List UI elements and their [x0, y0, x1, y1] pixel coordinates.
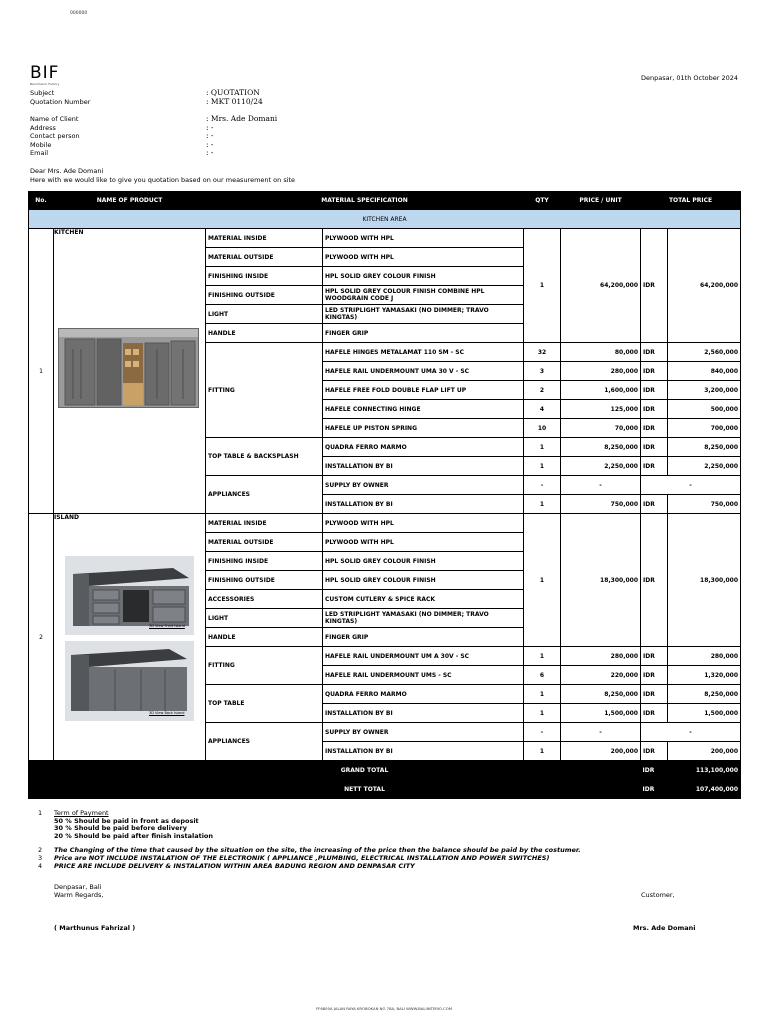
unit-price: 8,250,000 [561, 685, 641, 704]
spec-value: CUSTOM CUTLERY & SPICE RACK [323, 590, 524, 609]
currency: IDR [641, 495, 668, 514]
spec-value: HAFELE UP PISTON SPRING [323, 419, 524, 438]
client-value: : - [206, 131, 214, 140]
island-front-render-image [65, 556, 194, 635]
logo-tagline: Bali Interior Factory [30, 82, 60, 86]
total-price: 3,200,000 [668, 381, 741, 400]
spec-value: HAFELE RAIL UNDERMOUNT UM A 30V - SC [323, 647, 524, 666]
sign-place: Denpasar, Bali [54, 883, 102, 891]
spec-label: APPLIANCES [206, 723, 323, 761]
quotation-meta [30, 89, 330, 106]
product-cell [54, 514, 206, 761]
qty: 1 [524, 685, 561, 704]
grand-total-currency: IDR [641, 761, 668, 780]
sign-regards: Warm Regards, [54, 891, 104, 899]
spec-label: TOP TABLE & BACKSPLASH [206, 438, 323, 476]
total-price: 8,250,000 [668, 685, 741, 704]
unit-price: 750,000 [561, 495, 641, 514]
spec-value: HAFELE FREE FOLD DOUBLE FLAP LIFT UP [323, 381, 524, 400]
greeting: Dear Mrs. Ade Domani [30, 167, 104, 175]
currency: IDR [641, 419, 668, 438]
term-line: 20 % Should be paid after finish instalation [54, 831, 214, 840]
spec-value: INSTALLATION BY BI [323, 742, 524, 761]
total-price: 700,000 [668, 419, 741, 438]
total-price: 500,000 [668, 400, 741, 419]
client-label: Address [30, 123, 56, 132]
spec-label: HANDLE [206, 628, 323, 647]
spec-value: SUPPLY BY OWNER [323, 476, 524, 495]
spec-label: TOP TABLE [206, 685, 323, 723]
currency: IDR [641, 514, 668, 647]
spec-label: FITTING [206, 647, 323, 685]
qty: 32 [524, 343, 561, 362]
unit-price: 2,250,000 [561, 457, 641, 476]
total-price: 18,300,000 [668, 514, 741, 647]
spec-label: MATERIAL INSIDE [206, 229, 323, 248]
client-label: Mobile [30, 140, 52, 149]
signature-left [54, 883, 103, 899]
spec-value: LED STRIPLIGHT YAMASAKI (NO DIMMER; TRAVO KINGTAS) [323, 305, 524, 324]
signature-right: Customer, [641, 891, 675, 899]
spec-value: QUADRA FERRO MARMO [323, 438, 524, 457]
spec-label: FINISHING OUTSIDE [206, 571, 323, 590]
total-price: 750,000 [668, 495, 741, 514]
unit-price: 125,000 [561, 400, 641, 419]
unit-price: 70,000 [561, 419, 641, 438]
qty: 1 [524, 438, 561, 457]
item-number: 1 [29, 229, 54, 514]
term-note: The Changing of the time that caused by the situation on the site, the increasing of the price then the balance should be paid by the costumer. [54, 846, 581, 855]
table-header [29, 192, 741, 210]
term-title: Term of Payment [54, 809, 109, 817]
item-number: 2 [29, 514, 54, 761]
total-price: 1,500,000 [668, 704, 741, 723]
customer-name: Mrs. Ade Domani [633, 924, 696, 932]
signatory-name: ( Marthunus Fahrizal ) [54, 924, 136, 932]
company-logo [30, 63, 70, 86]
currency: IDR [641, 229, 668, 343]
spec-value: HAFELE RAIL UNDERMOUNT UMA 30 V - SC [323, 362, 524, 381]
spec-value: HPL SOLID GREY COLOUR FINISH [323, 552, 524, 571]
spec-value: PLYWOOD WITH HPL [323, 514, 524, 533]
term-line: 50 % Should be paid in front as deposit [54, 816, 199, 825]
header-unit: PRICE / UNIT [561, 192, 641, 210]
total-price: 840,000 [668, 362, 741, 381]
qty: 3 [524, 362, 561, 381]
meta-label: Quotation Number [30, 97, 91, 106]
currency: IDR [641, 438, 668, 457]
spec-label: MATERIAL OUTSIDE [206, 248, 323, 267]
qty: 1 [524, 457, 561, 476]
unit-price: 80,000 [561, 343, 641, 362]
currency: IDR [641, 704, 668, 723]
term-note: PRICE ARE INCLUDE DELIVERY & INSTALATION WITHIN AREA BADUNG REGION AND DENPASAR CITY [54, 861, 415, 870]
document-code: 000000 [70, 11, 88, 16]
spec-label: LIGHT [206, 305, 323, 324]
client-value: : - [206, 139, 214, 149]
spec-value: FINGER GRIP [323, 628, 524, 647]
term-note: Price are NOT INCLUDE INSTALATION OF THE ELECTRONIK ( APPLIANCE ,PLUMBING, ELECTRICAL INSTALLATION AND POWER SWITCHES) [54, 853, 550, 862]
spec-value: PLYWOOD WITH HPL [323, 248, 524, 267]
grand-total-label: GRAND TOTAL [206, 761, 524, 780]
nett-total-label: NETT TOTAL [206, 780, 524, 799]
spec-value: PLYWOOD WITH HPL [323, 229, 524, 248]
table-row [29, 229, 741, 248]
spec-label: FINISHING INSIDE [206, 267, 323, 286]
client-label: Contact person [30, 132, 80, 140]
unit-price: - [561, 723, 641, 742]
total-price: - [641, 476, 741, 495]
terms-section [38, 810, 738, 870]
total-price: 2,560,000 [668, 343, 741, 362]
total-price: 64,200,000 [668, 229, 741, 343]
grand-total-value: 113,100,000 [668, 761, 741, 780]
product-name: KITCHEN [54, 229, 84, 236]
term-number: 1 [38, 809, 43, 817]
qty: 1 [524, 229, 561, 343]
unit-price: 280,000 [561, 647, 641, 666]
spec-value: INSTALLATION BY BI [323, 457, 524, 476]
spec-label: ACCESSORIES [206, 590, 323, 609]
letter-intro [30, 167, 295, 184]
page-footer: FF6800A JALAN RAYA KROBOKAN NO 78A, BALI WWW.BALIINTERIO.COM [315, 1006, 453, 1011]
currency: IDR [641, 647, 668, 666]
logo-wordmark: BIF [30, 63, 60, 83]
unit-price: 200,000 [561, 742, 641, 761]
meta-value: : MKT 0110/24 [206, 96, 263, 106]
spec-value: HPL SOLID GREY COLOUR FINISH COMBINE HPL WOODGRAIN CODE J [323, 286, 524, 305]
term-line: 30 % Should be paid before delivery [54, 824, 187, 833]
document-date: Denpasar, 01th October 2024 [641, 74, 739, 82]
spec-value: PLYWOOD WITH HPL [323, 533, 524, 552]
qty: 4 [524, 400, 561, 419]
spec-value: INSTALLATION BY BI [323, 495, 524, 514]
total-price: 2,250,000 [668, 457, 741, 476]
island-back-render-image [65, 641, 194, 721]
spec-label: FINISHING INSIDE [206, 552, 323, 571]
total-price: 200,000 [668, 742, 741, 761]
currency: IDR [641, 666, 668, 685]
unit-price: 280,000 [561, 362, 641, 381]
client-value: : - [206, 122, 214, 132]
header-product: NAME OF PRODUCT [54, 192, 206, 210]
spec-label: FINISHING OUTSIDE [206, 286, 323, 305]
spec-label: FITTING [206, 343, 323, 438]
table-row [29, 514, 741, 533]
qty: 6 [524, 666, 561, 685]
qty: 1 [524, 514, 561, 647]
spec-value: HAFELE HINGES METALAMAT 110 SM - SC [323, 343, 524, 362]
unit-price: 64,200,000 [561, 229, 641, 343]
currency: IDR [641, 457, 668, 476]
spec-label: MATERIAL INSIDE [206, 514, 323, 533]
spec-value: HAFELE CONNECTING HINGE [323, 400, 524, 419]
currency: IDR [641, 362, 668, 381]
header-no: No. [29, 192, 54, 210]
qty: 2 [524, 381, 561, 400]
client-value: : Mrs. Ade Domani [206, 114, 278, 123]
kitchen-render-image [58, 328, 199, 408]
currency: IDR [641, 400, 668, 419]
header-total: TOTAL PRICE [641, 192, 741, 210]
unit-price: 1,500,000 [561, 704, 641, 723]
currency: IDR [641, 343, 668, 362]
total-price: - [641, 723, 741, 742]
term-number: 4 [38, 861, 43, 870]
unit-price: 1,600,000 [561, 381, 641, 400]
unit-price: 18,300,000 [561, 514, 641, 647]
qty: 1 [524, 647, 561, 666]
unit-price: 8,250,000 [561, 438, 641, 457]
spec-label: LIGHT [206, 609, 323, 628]
header-spec: MATERIAL SPECIFICATION [206, 192, 524, 210]
spec-value: SUPPLY BY OWNER [323, 723, 524, 742]
client-value: : - [206, 148, 214, 157]
client-info [30, 115, 330, 158]
client-label: Name of Client [30, 115, 79, 123]
qty: 1 [524, 704, 561, 723]
spec-value: HAFELE RAIL UNDERMOUNT UMS - SC [323, 666, 524, 685]
unit-price: 220,000 [561, 666, 641, 685]
spec-value: INSTALLATION BY BI [323, 704, 524, 723]
total-price: 1,320,000 [668, 666, 741, 685]
qty: 1 [524, 742, 561, 761]
nett-total-value: 107,400,000 [668, 780, 741, 799]
intro-text: Here with we would like to give you quotation based on our measurement on site [30, 175, 296, 184]
spec-value: FINGER GRIP [323, 324, 524, 343]
spec-value: LED STRIPLIGHT YAMASAKI (NO DIMMER; TRAVO KINGTAS) [323, 609, 524, 628]
spec-label: MATERIAL OUTSIDE [206, 533, 323, 552]
nett-total-row [29, 780, 741, 799]
unit-price: - [561, 476, 641, 495]
qty: - [524, 476, 561, 495]
island-front-caption: 3D View Front Island [149, 624, 185, 628]
spec-label: HANDLE [206, 324, 323, 343]
grand-total-row [29, 761, 741, 780]
spec-label: APPLIANCES [206, 476, 323, 514]
header-qty: QTY [524, 192, 561, 210]
spec-value: QUADRA FERRO MARMO [323, 685, 524, 704]
meta-value: : QUOTATION [206, 88, 260, 97]
qty: - [524, 723, 561, 742]
qty: 10 [524, 419, 561, 438]
nett-total-currency: IDR [641, 780, 668, 799]
island-back-caption: 3D View Back Island [149, 711, 185, 715]
currency: IDR [641, 685, 668, 704]
currency: IDR [641, 381, 668, 400]
client-label: Email [30, 149, 49, 157]
spec-value: HPL SOLID GREY COLOUR FINISH [323, 267, 524, 286]
currency: IDR [641, 742, 668, 761]
meta-label: Subject [30, 89, 55, 97]
term-number: 3 [38, 853, 43, 862]
total-price: 8,250,000 [668, 438, 741, 457]
total-price: 280,000 [668, 647, 741, 666]
qty: 1 [524, 495, 561, 514]
area-title: KITCHEN AREA [29, 210, 741, 229]
spec-value: HPL SOLID GREY COLOUR FINISH [323, 571, 524, 590]
product-name: ISLAND [54, 514, 80, 521]
term-number: 2 [38, 846, 43, 855]
